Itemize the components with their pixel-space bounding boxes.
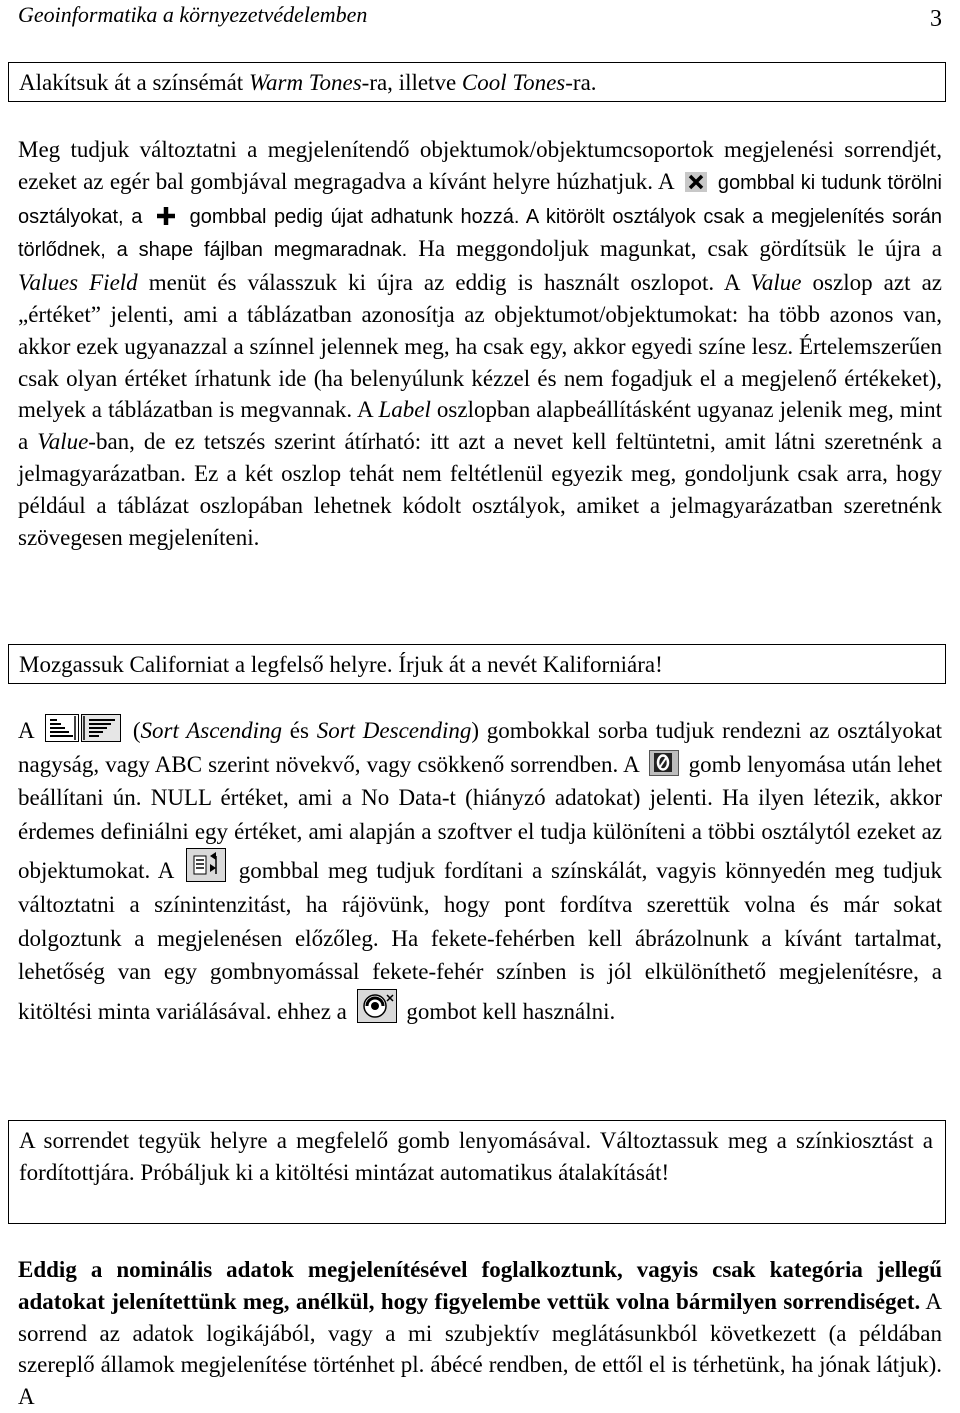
bw-pattern-icon <box>357 989 397 1023</box>
para1-text-2: gombbal ki tudunk törölni osztályokat, a <box>18 171 942 228</box>
para2-text-7: gombot kell használni. <box>400 998 616 1024</box>
para1-text-5: menüt és válasszuk ki újra az eddig is használt oszlopot. A <box>137 270 751 296</box>
para3-bold-text: Eddig a nominális adatok megjelenítésével foglalkoztunk, vagyis csak kategória jellegű adatokat jelenítettünk meg, anélkül, hogy figyelembe vettük volna bármilyen sorrendiséget. <box>18 1257 942 1314</box>
paragraph-3 <box>18 1254 942 1413</box>
task2-text: Mozgassuk Californiat a legfelső helyre. Írjuk át a nevét Kaliforniára! <box>19 652 663 677</box>
para2-text-3: és <box>282 718 317 743</box>
para1-text-8: -ban, de ez tetszés szerint átírható: itt azt a nevet kell feltüntetni, amit látni szeretnénk a jelmagyarázatban. Ez a két oszlop tehát nem feltétlenül egyezik meg, gondoljunk csak arra, hogy például a táblázat oszlopában lehetnek kódolt osztályok, amiket a jelmagyarázatban szeretnénk szövegesen megjeleníteni. <box>18 429 942 550</box>
add-class-icon <box>154 205 178 227</box>
task1-warm-tones: Warm Tones <box>248 70 362 95</box>
task-box-1 <box>8 62 946 102</box>
task1-text-c: -ra. <box>565 70 597 95</box>
task-box-2 <box>8 644 946 684</box>
task-box-3 <box>8 1120 946 1224</box>
page-header <box>18 0 942 36</box>
para1-text-1: Meg tudjuk változtatni a megjelenítendő objektumok/objektumcsoportok megjelenési sorrendjét, ezeket az egér bal gombjával megragadva a kívánt helyre húzhatjuk. A <box>18 137 942 194</box>
paragraph-1 <box>18 134 942 553</box>
para1-text-6: oszlop azt az „értéket” jelenti, ami a táblázatban azonosítja az objektumot/objektumokat: ha több azonos van, akkor ezek ugyanazzal a színnel jelennek meg, ha csak egy, akkor egyedi színe lesz. Értelemszerűen csak olyan értéket írhatunk ide (ha belenyúlunk kézzel és nem fogadjuk el a megjelenő értékeket), melyek a táblázatban is megvannak. A <box>18 270 942 423</box>
sort-descending-icon <box>81 714 121 742</box>
header-title: Geoinformatika a környezetvédelemben <box>18 2 368 27</box>
remove-class-icon <box>684 171 708 193</box>
para3-text-1: A sorrend az adatok logikájából, vagy a mi szubjektív meglátásunkból következett (a példában szereplő államok megjelenítése történhet pl. ábécé rendben, de ettől el is térhetünk, ha jónak látjuk). A <box>18 1288 942 1410</box>
task1-text-a: Alakítsuk át a színsémát <box>19 70 249 95</box>
sort-ascending-icon <box>45 714 79 742</box>
null-value-icon <box>649 750 679 776</box>
para2-text-1: A <box>18 718 42 743</box>
task1-text-b: -ra, illetve <box>361 70 462 95</box>
para1-value-2: Value <box>37 429 89 455</box>
para1-value: Value <box>750 270 802 296</box>
para2-sort-ascending: Sort Ascending <box>140 718 283 743</box>
para1-text-3: gombbal pedig újat adhatunk hozzá. A kitörölt osztályok csak a megjelenítés során törlődnek, a shape fájlban megmaradnak. <box>18 205 942 262</box>
task3-text: A sorrendet tegyük helyre a megfelelő gomb lenyomásával. Változtassuk meg a színkiosztást a fordítottjára. Próbáljuk ki a kitöltési mintázat automatikus átalakítását! <box>19 1128 933 1185</box>
reverse-colors-icon <box>186 848 226 882</box>
para2-text-6: gombbal meg tudjuk fordítani a színskálát, vagyis könnyedén meg tudjuk változtatni a színintenzitást, ha rájövünk, hogy pont fordítva szerettük volna és már sokat dolgoztunk a megjelenésen előzőleg. Ha fekete-fehérben kell ábrázolnunk a kívánt tartalmat, lehetőség van egy gombnyomással fekete-fehér színben is jól elkülöníthető megjelenítésre, a kitöltési minta variálásával. ehhez a <box>18 858 942 1024</box>
para1-text-4: Ha meggondoljuk magunkat, csak gördítsük le újra a <box>407 236 942 262</box>
para1-values-field: Values Field <box>18 270 138 296</box>
para2-sort-descending: Sort Descending <box>316 718 472 743</box>
task1-cool-tones: Cool Tones <box>461 70 566 95</box>
para2-text-4: ) gombokkal sorba tudjuk rendezni az osztályokat nagyság, vagy ABC szerint növekvő, vagy csökkenő sorrendben. A <box>18 718 943 777</box>
para1-text-7: oszlopban alapbeállításként ugyanaz jelenik meg, mint a <box>18 397 942 455</box>
para1-label: Label <box>378 397 431 423</box>
paragraph-2 <box>18 714 942 1028</box>
page-number: 3 <box>930 6 942 32</box>
para2-text-5: gomb lenyomása után lehet beállítani ún. NULL értéket, ami a No Data-t (hiányzó adatokat) jelenti. Ha ilyen létezik, akkor érdemes definiálni egy értéket, ami alapján a szoftver el tudja különíteni a többi osztálytól ezeket az objektumokat. A <box>18 751 943 884</box>
para2-text-2: ( <box>125 718 141 743</box>
